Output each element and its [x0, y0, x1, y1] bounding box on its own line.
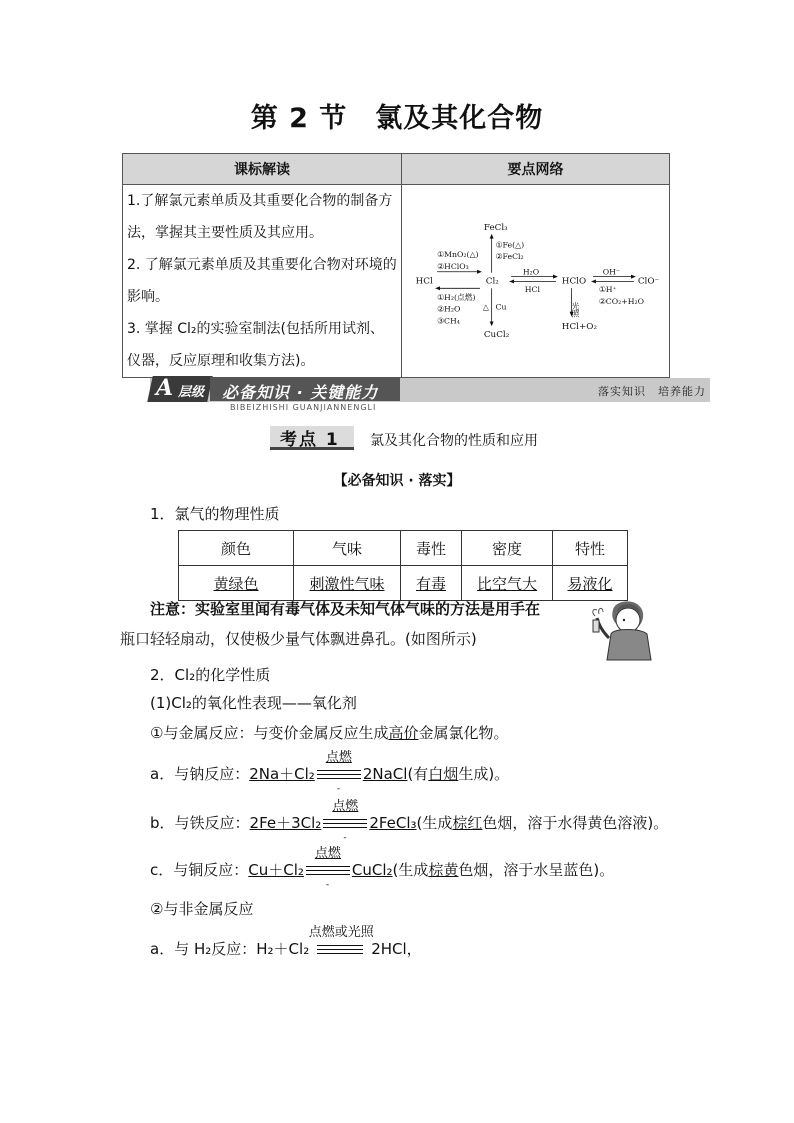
- net-h2-cond1: ①H₂(点燃): [437, 293, 476, 303]
- net-hcl: HCl: [415, 276, 433, 287]
- table-row: [179, 531, 628, 566]
- prop-value-feature: 易液化: [553, 566, 628, 601]
- net-h-plus: ①H⁺: [598, 285, 617, 295]
- objective-2: 2. 了解氯元素单质及其重要化合物对环境的影响。: [127, 257, 397, 305]
- objective-1: 1.了解氯元素单质及其重要化合物的制备方法，掌握其主要性质及其应用。: [127, 193, 393, 241]
- objective-3: 3. 掌握 Cl₂的实验室制法(包括所用试剂、仪器，反应原理和收集方法)。: [127, 321, 384, 369]
- equals-sign: 点燃 -: [304, 864, 352, 878]
- banner-badge-letter: A: [156, 375, 174, 401]
- section1-heading: 1．氯气的物理性质: [150, 505, 280, 523]
- equals-sign: 点燃 -: [315, 768, 363, 782]
- nonmetal-reaction: ②与非金属反应: [150, 900, 254, 918]
- prop-header-color: 颜色: [179, 531, 294, 566]
- reaction-cu: c．与铜反应：Cu＋Cl₂ 点燃 - CuCl₂(生成棕黄色烟，溶于水呈蓝色)。: [150, 845, 615, 890]
- smelling-gas-illustration: [585, 598, 669, 662]
- chlorine-network-diagram: [402, 185, 669, 377]
- net-oh: OH⁻: [602, 267, 621, 277]
- net-hcl-back: HCl: [524, 285, 541, 295]
- net-light: 光照: [570, 301, 580, 318]
- prop-value-color: 黄绿色: [179, 566, 294, 601]
- net-fe-cond1: ①Fe(△): [495, 240, 525, 250]
- net-cucl2: CuCl₂: [483, 330, 510, 341]
- net-hcl-o2: HCl+O₂: [561, 322, 598, 333]
- net-cl2: Cl₂: [485, 276, 499, 287]
- prop-header-toxicity: 毒性: [401, 531, 462, 566]
- header-network: 要点网络: [402, 154, 670, 185]
- net-hcl-cond1: ①MnO₂(△): [437, 250, 479, 260]
- net-h2-cond3: ③CH₄: [437, 316, 460, 326]
- kaodian-title: 氯及其化合物的性质和应用: [370, 433, 538, 449]
- prop-header-density: 密度: [462, 531, 553, 566]
- prop-header-odor: 气味: [294, 531, 401, 566]
- prop-value-odor: 刺激性气味: [294, 566, 401, 601]
- table-row: [179, 566, 628, 601]
- reaction-fe: b．与铁反应：2Fe＋3Cl₂ 点燃 - 2FeCl₃(生成棕红色烟，溶于水得黄色溶液)。: [150, 798, 669, 843]
- net-h2o: H₂O: [522, 267, 540, 277]
- physical-properties-table: [178, 530, 628, 601]
- net-fecl3: FeCl₃: [483, 222, 508, 233]
- banner-right-text: 落实知识 培养能力: [598, 385, 706, 398]
- prop-header-feature: 特性: [553, 531, 628, 566]
- banner-main-title: 必备知识 · 关键能力: [222, 383, 379, 402]
- knowledge-subtitle: 【必备知识 · 落实】: [333, 473, 461, 489]
- net-fe-cond2: ②FeCl₂: [495, 252, 524, 262]
- net-co2: ②CO₂+H₂O: [598, 296, 645, 306]
- banner-pinyin: BIBEIZHISHI GUANJIANNENGLI: [230, 403, 377, 412]
- metal-reaction-intro: ①与金属反应：与变价金属反应生成高价金属氯化物。: [150, 724, 509, 742]
- note-line-2: 瓶口轻轻扇动，仅使极少量气体飘进鼻孔。(如图所示): [120, 630, 477, 648]
- section2-sub1: (1)Cl₂的氧化性表现——氧化剂: [150, 694, 357, 712]
- objectives-cell: [123, 185, 402, 378]
- reaction-h2: a．与 H₂反应：H₂＋Cl₂ 点燃或光照 2HCl，: [150, 924, 422, 958]
- prop-value-density: 比空气大: [462, 566, 553, 601]
- net-delta: △: [482, 302, 489, 312]
- page-title: 第 2 节 氯及其化合物: [250, 103, 544, 134]
- prop-value-toxicity: 有毒: [401, 566, 462, 601]
- network-cell: [402, 185, 670, 378]
- kaodian-label: 考点 1: [280, 430, 340, 450]
- reaction-na: a．与钠反应：2Na＋Cl₂ 点燃 - 2NaCl(有白烟生成)。: [150, 749, 510, 794]
- overview-table: [122, 153, 670, 378]
- banner-badge-level: 层级: [178, 385, 205, 400]
- equals-sign: 点燃或光照: [309, 943, 371, 957]
- net-hclo: HClO: [561, 276, 587, 287]
- net-hcl-cond2: ②HClO₃: [437, 261, 469, 271]
- net-clo: ClO⁻: [637, 276, 660, 287]
- section2-heading: 2．Cl₂的化学性质: [150, 666, 271, 684]
- equals-sign: 点燃 -: [321, 817, 369, 831]
- net-cu: Cu: [495, 302, 507, 312]
- header-objectives: 课标解读: [123, 154, 402, 185]
- note-line-1: 注意：实验室里闻有毒气体及未知气体气味的方法是用手在: [150, 600, 541, 618]
- net-h2-cond2: ②H₂O: [437, 304, 461, 314]
